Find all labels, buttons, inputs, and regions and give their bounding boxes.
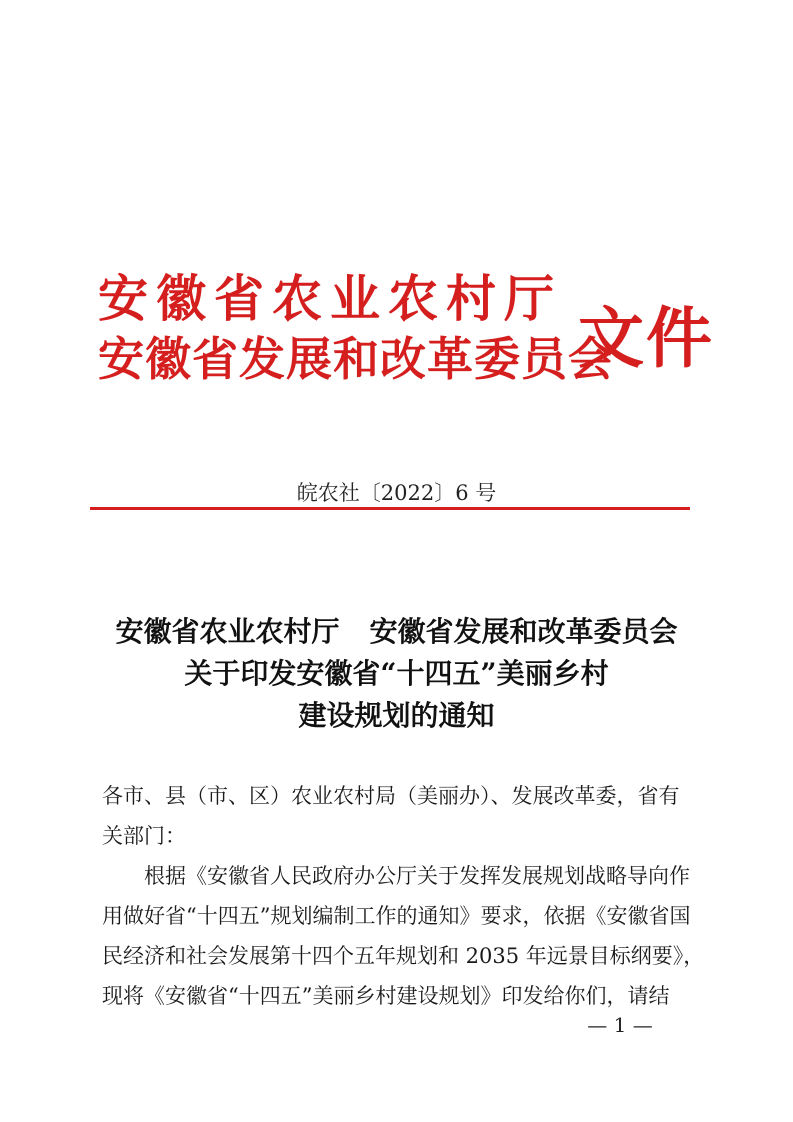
body-line: 各市、县（市、区）农业农村局（美丽办）、发展改革委，省有 bbox=[102, 784, 680, 808]
title-line-1 bbox=[0, 611, 793, 653]
issuer-name-2: 安徽省发展和改革委员会 bbox=[98, 332, 615, 386]
issuer-name-1: 安徽省农业农村厅 bbox=[98, 269, 562, 328]
document-number: 皖农社〔2022〕6 号 bbox=[296, 481, 497, 505]
title-issuer-2: 安徽省发展和改革委员会 bbox=[369, 615, 678, 648]
body-line: 民经济和社会发展第十四个五年规划和 2035 年远景目标纲要》， bbox=[102, 944, 705, 968]
document-word: 文件 bbox=[578, 299, 714, 377]
red-separator-line bbox=[90, 507, 690, 510]
body-text bbox=[102, 776, 705, 1016]
body-line: 现将《安徽省“十四五”美丽乡村建设规划》印发给你们，请结 bbox=[102, 984, 670, 1008]
body-line: 用做好省“十四五”规划编制工作的通知》要求，依据《安徽省国 bbox=[102, 904, 691, 928]
title-issuer-1: 安徽省农业农村厅 bbox=[115, 615, 340, 648]
body-line: 根据《安徽省人民政府办公厅关于发挥发展规划战略导向作 bbox=[144, 864, 690, 888]
red-masthead bbox=[98, 255, 714, 395]
body-line: 关部门： bbox=[102, 824, 186, 848]
title-line-3: 建设规划的通知 bbox=[298, 699, 495, 732]
document-title bbox=[0, 611, 793, 737]
title-line-2: 关于印发安徽省“十四五”美丽乡村 bbox=[184, 657, 609, 690]
page-number: — 1 — bbox=[587, 1013, 653, 1037]
